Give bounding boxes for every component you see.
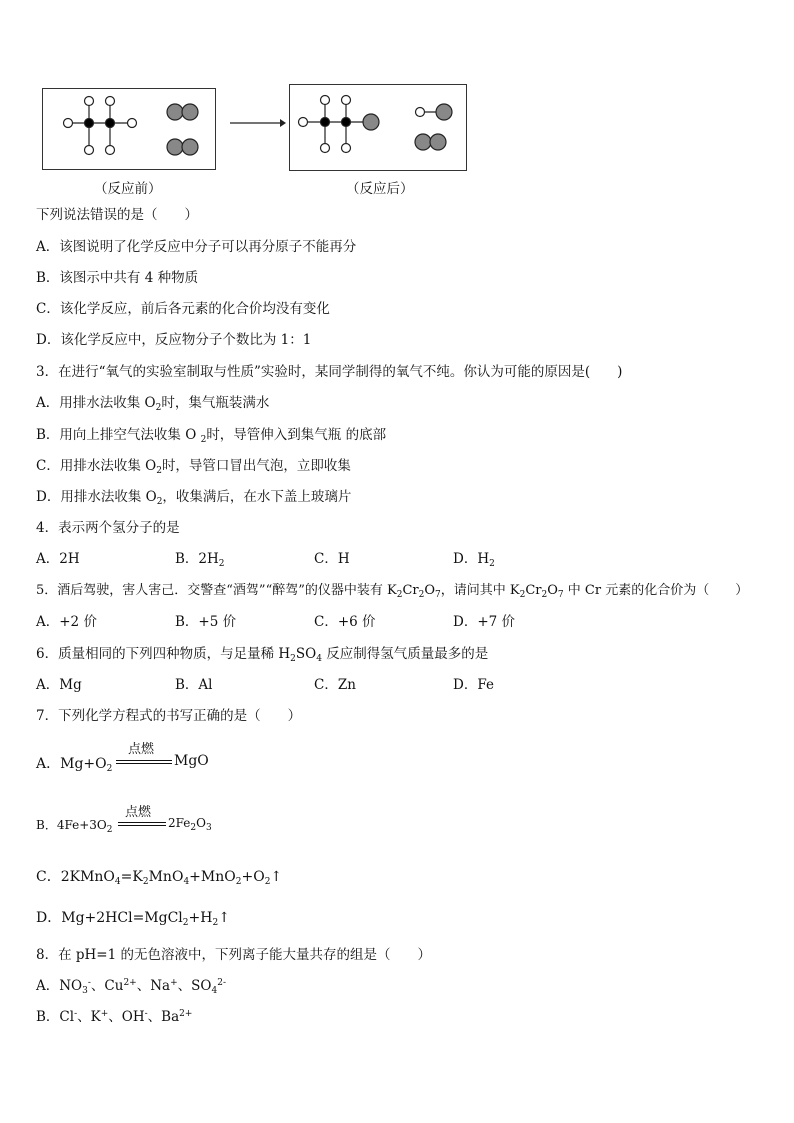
q5-option-c: C．+6 价: [314, 614, 376, 630]
q5-option-b: B．+5 价: [175, 614, 237, 630]
q7-a-equals-bar: [116, 760, 172, 764]
h-atom: [321, 144, 330, 153]
q3-option-a: A．用排水法收集 $O_2$时，集气瓶装满水: [36, 395, 270, 413]
c-atom: [321, 118, 330, 127]
c-atom: [85, 119, 94, 128]
caption-before: （反应前）: [94, 181, 162, 197]
q8-stem: 8．在 pH=1 的无色溶液中，下列离子能大量共存的组是（ ）: [36, 947, 431, 963]
q7-stem: 7．下列化学方程式的书写正确的是（ ）: [36, 708, 302, 724]
q6-option-d: D．Fe: [453, 677, 494, 693]
q6-option-b: B．Al: [175, 677, 213, 693]
q7-b-condition: 点燃: [125, 805, 152, 820]
q4-option-a: A．2H: [36, 551, 80, 567]
cl-atom: [182, 104, 198, 120]
q7-a-product: MgO: [174, 753, 209, 769]
q7-a-condition: 点燃: [128, 742, 155, 757]
cl-atom: [167, 104, 183, 120]
q3-stem: 3．在进行“氧气的实验室制取与性质”实验时，某同学制得的氧气不纯。你认为可能的原因是( ): [36, 364, 623, 380]
cl-atom: [363, 114, 379, 130]
molecules-before-svg: [42, 88, 214, 168]
q5-option-a: A．+2 价: [36, 614, 97, 630]
q2-stem: 下列说法错误的是（ ）: [36, 207, 198, 223]
h-atom: [416, 108, 425, 117]
h-atom: [342, 96, 351, 105]
h-atom: [85, 97, 94, 106]
q7-option-b: B．$4Fe+3O_2$: [36, 818, 113, 835]
h-atom: [106, 146, 115, 155]
q8-option-a: A．$NO_3^-$、$Cu^{2+}$、Na+、$SO_4^{2-}$: [36, 978, 226, 996]
cl-atom: [415, 134, 431, 150]
q2-option-d: D．该化学反应中，反应物分子个数比为 1：1: [36, 332, 312, 348]
q4-option-b: B．$2H_2$: [175, 551, 225, 569]
h-atom: [342, 144, 351, 153]
h-atom: [321, 96, 330, 105]
q7-option-a: A．$Mg+O_2$: [36, 756, 113, 774]
q5-option-d: D．+7 价: [453, 614, 516, 630]
h-atom: [106, 97, 115, 106]
q6-option-a: A．Mg: [36, 677, 82, 693]
q5-stem: 5．酒后驾驶，害人害己．交警查“酒驾”“醉驾”的仪器中装有 $K_2Cr_2O_7$，请问其中 $K_2Cr_2O_7$ 中 Cr 元素的化合价为（ ）: [36, 583, 749, 600]
cl-atom: [167, 139, 183, 155]
h-atom: [85, 146, 94, 155]
q2-option-a: A．该图说明了化学反应中分子可以再分原子不能再分: [36, 239, 357, 255]
caption-after: （反应后）: [346, 181, 414, 197]
q3-option-c: C．用排水法收集 $O_2$时，导管口冒出气泡，立即收集: [36, 458, 351, 476]
reaction-arrow: [228, 117, 288, 129]
q6-option-c: C．Zn: [314, 677, 356, 693]
cl-atom: [182, 139, 198, 155]
q7-b-equals-bar: [118, 822, 166, 826]
q4-stem: 4．表示两个氢分子的是: [36, 520, 180, 536]
cl-atom: [430, 134, 446, 150]
q4-option-d: D．$H_2$: [453, 551, 495, 569]
q4-option-c: C．H: [314, 551, 350, 567]
molecules-after-svg: [289, 84, 465, 169]
q7-option-c: C．$2KMnO_4=K_2MnO_4+MnO_2+O_2↑$: [36, 869, 283, 887]
q7-option-d: D．$Mg+2HCl=MgCl_2+H_2↑$: [36, 910, 230, 928]
q2-option-c: C．该化学反应，前后各元素的化合价均没有变化: [36, 301, 330, 317]
q3-option-d: D．用排水法收集 $O_2$，收集满后，在水下盖上玻璃片: [36, 489, 352, 507]
q3-option-b: B．用向上排空气法收集 O $_2$时，导管伸入到集气瓶 的底部: [36, 427, 387, 445]
q6-stem: 6．质量相同的下列四种物质，与足量稀 $H_2SO_4$ 反应制得氢气质量最多的是: [36, 646, 489, 664]
cl-atom: [436, 104, 452, 120]
h-atom: [128, 119, 137, 128]
h-atom: [299, 118, 308, 127]
h-atom: [64, 119, 73, 128]
q7-b-product: $2Fe_2O_3$: [168, 816, 212, 833]
q2-option-b: B．该图示中共有 4 种物质: [36, 270, 199, 286]
c-atom: [106, 119, 115, 128]
q8-option-b: B．Cl-、K+、OH-、$Ba^{2+}$: [36, 1009, 193, 1025]
c-atom: [342, 118, 351, 127]
